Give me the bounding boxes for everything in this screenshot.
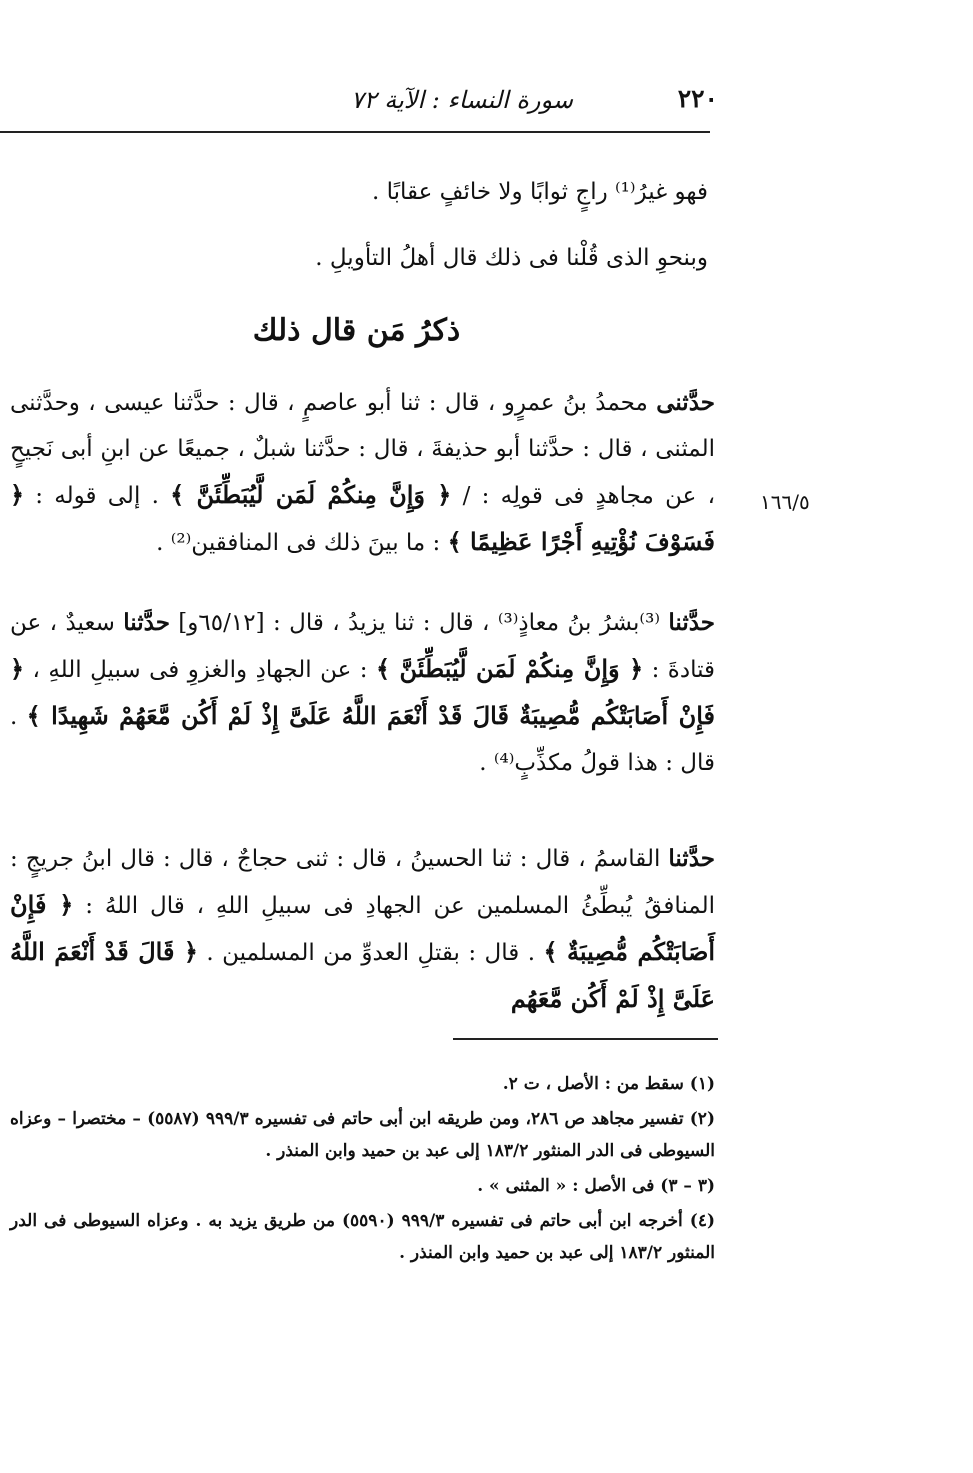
running-title: سورة النساء : الآية ٧٢ (350, 86, 573, 114)
hadith-text: . قال : هذا قولُ مكذِّبٍ⁽⁴⁾ . (10, 704, 715, 776)
footnote-rule (453, 1038, 718, 1040)
hadith-block-2 (10, 600, 715, 786)
footnotes (10, 1068, 715, 1272)
quran-quote: ﴿ فَإِنْ أَصَابَتْكُم مُّصِيبَةٌ قَالَ قَدْ أَنْعَمَ اللَّهُ عَلَىَّ إِذْ لَمْ أَكُن مَّعَهُمْ شَهِيدًا ﴾ (10, 654, 716, 730)
quran-quote: ﴿ قَالَ قَدْ أَنْعَمَ اللَّهُ عَلَىَّ إِذْ لَمْ أَكُن مَّعَهُم (10, 937, 715, 1013)
quran-quote: ﴿ وَإِنَّ مِنكُمْ لَمَن لَّيُبَطِّئَنَّ ﴾ (375, 654, 644, 683)
hadith-text: محمدُ بنُ عمرٍو ، قال : ثنا أبو عاصمٍ ، قال : حدَّثنا عيسى ، وحدَّثنى المثنى ، قال : حدَّثنا أبو حذيفةَ ، قال : حدَّثنا شبلٌ ، جميعًا عن ابنِ أبى نَجيحٍ ، عن مجاهدٍ فى قولِه : / (10, 390, 715, 509)
hadith-block-1 (10, 380, 715, 566)
hadith-lead: حدَّثنى (656, 389, 715, 416)
margin-reference: ١٦٦/٥ (760, 490, 810, 514)
quran-quote: ﴿ وَإِنَّ مِنكُمْ لَمَن لَّيُبَطِّئَنَّ ﴾ (170, 480, 452, 509)
page-number: ٢٢٠ (677, 84, 718, 113)
quran-quote: ﴿ فَسَوْفَ نُؤْتِيهِ أَجْرًا عَظِيمًا ﴾ (10, 480, 715, 556)
footnote: (٣ – ٣) فى الأصل : « المثنى » . (477, 1176, 715, 1196)
paragraph-1: فهو غيرُ⁽¹⁾ راجٍ ثوابًا ولا خائفٍ عقابًا . (371, 179, 708, 205)
hadith-text: . إلى قوله : (24, 483, 171, 509)
hadith-lead: حدَّثنا (123, 609, 170, 636)
hadith-lead: حدَّثنا (668, 845, 715, 872)
hadith-text: القاسمُ ، قال : ثنا الحسينُ ، قال : ثنى حجاجٌ ، قال : قال ابنُ جريجٍ : المنافقُ يُبطِّئُ المسلمين عن الجهادِ فى سبيلِ اللهِ ، قال اللهُ : (10, 846, 716, 919)
page-header (0, 84, 973, 124)
footnote: (١) سقط من : الأصل ، ت ٢. (502, 1074, 715, 1094)
hadith-text: : عن الجهادِ والغزوِ فى سبيلِ اللهِ ، (24, 657, 376, 683)
section-heading: ذكرُ مَن قال ذلك (252, 313, 461, 348)
quran-quote: ﴿ فَإِنْ أَصَابَتْكُم مُّصِيبَةٌ ﴾ (10, 890, 715, 966)
hadith-text: . قال : بقتلِ العدوِّ من المسلمين . (197, 940, 544, 966)
hadith-block-3 (10, 836, 715, 1023)
hadith-lead: حدَّثنا (668, 609, 716, 636)
hadith-text: : ما بينَ ذلك فى المنافقين⁽²⁾ . (156, 530, 448, 556)
hadith-text: سعيدٌ ، عن قتادةَ : (10, 610, 716, 683)
paragraph-2: وبنحوِ الذى قُلْنا فى ذلك قال أهلُ التأويلِ . (315, 245, 708, 271)
footnote: (٢) تفسير مجاهد ص ٢٨٦، ومن طريقه ابن أبى حاتم فى تفسيره ٩٩٩/٣ (٥٥٨٧) – مختصرا – وعزاه السيوطى فى الدر المنثور ١٨٣/٢ إلى عبد بن حميد وابن المنذر . (10, 1109, 715, 1161)
hadith-text: ⁽³⁾بشرُ بنُ معاذٍ⁽³⁾ ، قال : ثنا يزيدُ ، قال : [٦٥/١٢و] (169, 610, 669, 636)
header-rule (0, 131, 710, 133)
footnote: (٤) أخرجه ابن أبى حاتم فى تفسيره ٩٩٩/٣ (٥٥٩٠) من طريق يزيد به . وعزاه السيوطى فى الدر المنثور ١٨٣/٢ إلى عبد بن حميد وابن المنذر . (10, 1211, 715, 1263)
